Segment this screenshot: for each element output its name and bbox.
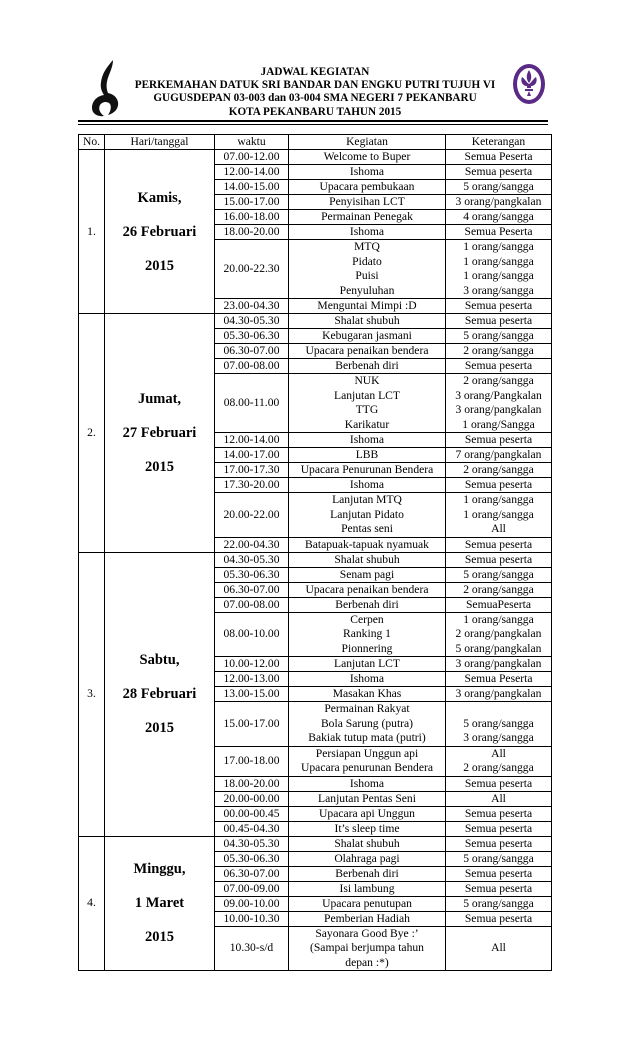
header-city-year: KOTA PEKANBARU TAHUN 2015 xyxy=(228,105,402,118)
time-cell: 07.00-09.00 xyxy=(215,881,289,896)
activity-cell xyxy=(289,344,446,359)
activity-cell xyxy=(289,806,446,821)
activity-line: depan :*) xyxy=(345,955,389,969)
activity-line: Berbenah diri xyxy=(335,597,399,611)
notes-line: 7 orang/pangkalan xyxy=(455,448,542,461)
time-cell: 20.00-22.30 xyxy=(215,240,289,299)
activity-line: MTQ xyxy=(354,240,380,253)
notes-cell xyxy=(446,702,552,747)
notes-cell xyxy=(446,567,552,582)
time-cell: 06.30-07.00 xyxy=(215,582,289,597)
day-day: Minggu, xyxy=(133,861,186,878)
activity-line: Sayonara Good Bye :’ xyxy=(315,926,419,940)
header-rule-thick xyxy=(78,120,548,122)
time-cell: 08.00-11.00 xyxy=(215,374,289,433)
notes-line: 1 orang/sangga xyxy=(463,240,534,253)
activity-line: Upacara penurunan Bendera xyxy=(301,761,433,774)
time-cell: 20.00-22.00 xyxy=(215,493,289,538)
notes-cell xyxy=(446,597,552,612)
notes-cell xyxy=(446,791,552,806)
notes-cell xyxy=(446,537,552,552)
activity-line: Shalat shubuh xyxy=(334,314,400,327)
activity-cell xyxy=(289,597,446,612)
notes-cell xyxy=(446,433,552,448)
activity-line: Upacara penaikan bendera xyxy=(305,344,429,357)
col-header-activity: Kegiatan xyxy=(289,135,446,150)
notes-line: Semua peserta xyxy=(464,866,533,880)
day-day: Kamis, xyxy=(137,189,182,206)
notes-line: 1 orang/sangga xyxy=(463,254,534,268)
notes-line: 5 orang/pangkalan xyxy=(455,641,542,655)
notes-cell xyxy=(446,195,552,210)
activity-line: Lanjutan Pentas Seni xyxy=(318,791,416,805)
time-cell: 20.00-00.00 xyxy=(215,791,289,806)
activity-line: Ishoma xyxy=(349,776,385,790)
activity-cell xyxy=(289,567,446,582)
time-cell: 05.30-06.30 xyxy=(215,329,289,344)
activity-cell xyxy=(289,329,446,344)
header-title: JADWAL KEGIATAN xyxy=(260,66,370,78)
activity-cell xyxy=(289,612,446,657)
notes-cell xyxy=(446,746,552,776)
notes-cell xyxy=(446,240,552,299)
day-date-cell xyxy=(105,150,215,314)
activity-cell xyxy=(289,911,446,926)
notes-cell xyxy=(446,225,552,240)
activity-line: Masakan Khas xyxy=(332,687,402,700)
activity-line: Penyisihan LCT xyxy=(329,195,405,208)
notes-cell xyxy=(446,687,552,702)
activity-line: Ishoma xyxy=(349,165,385,178)
notes-line: 2 orang/sangga xyxy=(463,582,534,596)
time-cell: 16.00-18.00 xyxy=(215,210,289,225)
day-date-cell xyxy=(105,552,215,836)
activity-line: Pentas seni xyxy=(341,522,393,535)
notes-cell xyxy=(446,210,552,225)
activity-cell xyxy=(289,374,446,433)
activity-line: TTG xyxy=(355,403,379,416)
notes-line: Semua peserta xyxy=(464,836,533,850)
notes-line: 4 orang/sangga xyxy=(463,210,534,223)
notes-cell xyxy=(446,180,552,195)
notes-line xyxy=(448,702,549,717)
activity-line: Ishoma xyxy=(349,672,385,685)
notes-cell xyxy=(446,165,552,180)
table-row xyxy=(79,314,552,329)
activity-line: Upacara penutupan xyxy=(322,896,412,910)
schedule-table xyxy=(78,134,552,971)
notes-line: 2 orang/sangga xyxy=(463,463,534,476)
activity-line: Batapuak-tapuak nyamuak xyxy=(305,537,429,551)
notes-line: 5 orang/sangga xyxy=(463,180,534,193)
notes-line: 3 orang/sangga xyxy=(463,283,534,297)
notes-line: 1 orang/sangga xyxy=(463,612,534,626)
tunas-kelapa-logo-icon xyxy=(88,58,124,118)
time-cell: 17.00-17.30 xyxy=(215,463,289,478)
activity-cell xyxy=(289,657,446,672)
notes-line: Semua Peserta xyxy=(464,150,533,163)
activity-line: Puisi xyxy=(355,269,379,282)
day-date-cell xyxy=(105,836,215,971)
time-cell: 09.00-10.00 xyxy=(215,896,289,911)
notes-cell xyxy=(446,552,552,567)
notes-line: 3 orang/sangga xyxy=(463,731,534,744)
notes-cell xyxy=(446,329,552,344)
notes-line: Semua peserta xyxy=(464,776,533,790)
time-cell: 12.00-14.00 xyxy=(215,433,289,448)
scout-emblem-icon xyxy=(511,60,547,108)
activity-cell xyxy=(289,836,446,851)
activity-line: LBB xyxy=(355,448,379,461)
notes-line: All xyxy=(491,941,506,955)
day-year: 2015 xyxy=(145,720,174,736)
notes-cell xyxy=(446,911,552,926)
notes-cell xyxy=(446,851,552,866)
notes-line: Semua peserta xyxy=(464,165,533,178)
day-number: 3. xyxy=(79,552,105,836)
time-cell: 00.45-04.30 xyxy=(215,821,289,836)
col-header-notes: Keterangan xyxy=(446,135,552,150)
time-cell: 00.00-00.45 xyxy=(215,806,289,821)
notes-line: 5 orang/sangga xyxy=(463,567,534,581)
notes-cell xyxy=(446,672,552,687)
time-cell: 15.00-17.00 xyxy=(215,702,289,747)
notes-cell xyxy=(446,836,552,851)
activity-line: Ishoma xyxy=(349,225,385,238)
activity-line: Olahraga pagi xyxy=(334,851,400,865)
activity-line: Welcome to Buper xyxy=(323,150,411,163)
time-cell: 10.30-s/d xyxy=(215,926,289,971)
activity-line: Shalat shubuh xyxy=(334,836,400,850)
day-year: 2015 xyxy=(145,929,174,946)
table-row xyxy=(79,836,552,851)
activity-line: Lanjutan Pidato xyxy=(330,507,404,521)
activity-line: Upacara api Unggun xyxy=(319,806,415,820)
notes-cell xyxy=(446,374,552,433)
notes-line: Semua peserta xyxy=(464,478,533,491)
activity-line: Cerpen xyxy=(350,612,384,626)
col-header-time: waktu xyxy=(215,135,289,150)
notes-line: Semua peserta xyxy=(464,299,533,312)
activity-line: Lanjutan LCT xyxy=(333,657,400,670)
activity-line: Upacara penaikan bendera xyxy=(305,582,429,596)
notes-line: 3 orang/pangkalan xyxy=(455,195,542,208)
time-cell: 04.30-05.30 xyxy=(215,314,289,329)
notes-line: 3 orang/pangkalan xyxy=(455,687,542,700)
notes-cell xyxy=(446,926,552,971)
activity-line: Upacara pembukaan xyxy=(319,180,415,193)
activity-line: Permainan Penegak xyxy=(321,210,413,223)
notes-line: 3 orang/pangkalan xyxy=(455,403,542,416)
notes-line: 1 orang/sangga xyxy=(463,269,534,282)
notes-cell xyxy=(446,344,552,359)
activity-line: It’s sleep time xyxy=(334,821,400,835)
notes-line: 2 orang/sangga xyxy=(463,761,534,774)
time-cell: 12.00-14.00 xyxy=(215,165,289,180)
notes-line: Semua peserta xyxy=(464,537,533,551)
notes-cell xyxy=(446,150,552,165)
day-date: 1 Maret xyxy=(134,895,185,912)
day-number: 4. xyxy=(79,836,105,971)
activity-line: Shalat shubuh xyxy=(334,552,400,566)
notes-cell xyxy=(446,493,552,538)
document-header xyxy=(130,66,500,119)
day-date: 28 Februari xyxy=(122,686,197,702)
notes-cell xyxy=(446,463,552,478)
activity-line: Ishoma xyxy=(349,478,385,491)
activity-line: Penyuluhan xyxy=(339,283,395,297)
notes-line: 1 orang/Sangga xyxy=(462,417,535,431)
notes-cell xyxy=(446,881,552,896)
activity-cell xyxy=(289,314,446,329)
activity-line: Berbenah diri xyxy=(335,866,399,880)
activity-line: (Sampai berjumpa tahun xyxy=(310,941,424,954)
activity-line: Menguntai Mimpi :D xyxy=(317,299,417,312)
activity-cell xyxy=(289,672,446,687)
time-cell: 06.30-07.00 xyxy=(215,344,289,359)
day-number: 2. xyxy=(79,314,105,553)
activity-cell xyxy=(289,582,446,597)
notes-line: All xyxy=(491,522,506,535)
time-cell: 07.00-12.00 xyxy=(215,150,289,165)
notes-line: Semua peserta xyxy=(464,359,533,372)
time-cell: 08.00-10.00 xyxy=(215,612,289,657)
activity-line: Bola Sarung (putra) xyxy=(320,716,414,730)
col-header-no: No. xyxy=(79,135,105,150)
notes-line: 2 orang/sangga xyxy=(463,374,534,387)
day-year: 2015 xyxy=(145,257,174,274)
notes-cell xyxy=(446,866,552,881)
day-date: 27 Februari xyxy=(122,424,197,441)
activity-line: Permainan Rakyat xyxy=(324,702,410,715)
notes-line: Semua peserta xyxy=(464,821,533,835)
notes-line: 5 orang/sangga xyxy=(463,851,534,865)
notes-line: 1 orang/sangga xyxy=(463,507,534,521)
notes-cell xyxy=(446,806,552,821)
time-cell: 14.00-17.00 xyxy=(215,448,289,463)
notes-cell xyxy=(446,359,552,374)
activity-cell xyxy=(289,702,446,747)
notes-cell xyxy=(446,612,552,657)
notes-line: All xyxy=(491,791,506,805)
activity-line: Bakiak tutup mata (putri) xyxy=(308,731,426,744)
activity-line: Lanjutan LCT xyxy=(333,388,400,402)
activity-cell xyxy=(289,746,446,776)
activity-line: Ishoma xyxy=(349,433,385,446)
time-cell: 04.30-05.30 xyxy=(215,552,289,567)
time-cell: 14.00-15.00 xyxy=(215,180,289,195)
notes-line: Semua peserta xyxy=(464,911,533,925)
time-cell: 05.30-06.30 xyxy=(215,851,289,866)
activity-cell xyxy=(289,240,446,299)
activity-cell xyxy=(289,463,446,478)
notes-cell xyxy=(446,314,552,329)
notes-line: All xyxy=(491,746,506,760)
activity-cell xyxy=(289,896,446,911)
activity-cell xyxy=(289,493,446,538)
time-cell: 10.00-12.00 xyxy=(215,657,289,672)
activity-cell xyxy=(289,866,446,881)
notes-line: 3 orang/Pangkalan xyxy=(455,388,542,402)
notes-line: Semua peserta xyxy=(464,806,533,820)
activity-cell xyxy=(289,195,446,210)
time-cell: 17.00-18.00 xyxy=(215,746,289,776)
time-cell: 06.30-07.00 xyxy=(215,866,289,881)
activity-line: Isi lambung xyxy=(339,881,395,895)
time-cell: 07.00-08.00 xyxy=(215,359,289,374)
col-header-day: Hari/tanggal xyxy=(105,135,215,150)
activity-line: Karikatur xyxy=(344,417,390,431)
activity-cell xyxy=(289,776,446,791)
notes-line: 2 orang/sangga xyxy=(463,344,534,357)
activity-cell xyxy=(289,478,446,493)
time-cell: 05.30-06.30 xyxy=(215,567,289,582)
activity-cell xyxy=(289,299,446,314)
notes-line: Semua peserta xyxy=(464,552,533,566)
day-number: 1. xyxy=(79,150,105,314)
notes-line: Semua Peserta xyxy=(464,672,533,685)
activity-line: Berbenah diri xyxy=(335,359,399,372)
time-cell: 23.00-04.30 xyxy=(215,299,289,314)
day-day: Jumat, xyxy=(137,390,182,407)
notes-line: 1 orang/sangga xyxy=(463,493,534,506)
activity-line: Kebugaran jasmani xyxy=(322,329,412,342)
time-cell: 10.00-10.30 xyxy=(215,911,289,926)
activity-line: Pionnering xyxy=(341,641,393,655)
activity-cell xyxy=(289,791,446,806)
header-rule-thin xyxy=(78,124,548,125)
table-row xyxy=(79,552,552,567)
activity-line: Upacara Penurunan Bendera xyxy=(300,463,434,476)
notes-line: Semua peserta xyxy=(464,314,533,327)
table-row xyxy=(79,150,552,165)
activity-cell xyxy=(289,165,446,180)
activity-cell xyxy=(289,448,446,463)
day-day: Sabtu, xyxy=(139,652,180,668)
activity-cell xyxy=(289,821,446,836)
activity-cell xyxy=(289,881,446,896)
notes-line: 5 orang/sangga xyxy=(463,329,534,342)
activity-line: Persiapan Unggun api xyxy=(315,746,419,760)
notes-line: Semua peserta xyxy=(464,881,533,895)
activity-line: Ranking 1 xyxy=(343,627,391,640)
activity-cell xyxy=(289,433,446,448)
time-cell: 22.00-04.30 xyxy=(215,537,289,552)
notes-cell xyxy=(446,478,552,493)
notes-cell xyxy=(446,776,552,791)
activity-line: Senam pagi xyxy=(339,567,395,581)
activity-cell xyxy=(289,552,446,567)
activity-cell xyxy=(289,225,446,240)
notes-cell xyxy=(446,448,552,463)
activity-cell xyxy=(289,359,446,374)
time-cell: 12.00-13.00 xyxy=(215,672,289,687)
notes-line: 5 orang/sangga xyxy=(463,896,534,910)
notes-line: 2 orang/pangkalan xyxy=(455,627,542,640)
activity-cell xyxy=(289,851,446,866)
notes-cell xyxy=(446,896,552,911)
time-cell: 18.00-20.00 xyxy=(215,776,289,791)
activity-cell xyxy=(289,180,446,195)
table-header-row xyxy=(79,135,552,150)
day-year: 2015 xyxy=(145,458,174,475)
time-cell: 18.00-20.00 xyxy=(215,225,289,240)
activity-cell xyxy=(289,150,446,165)
notes-line: SemuaPeserta xyxy=(465,597,532,611)
activity-cell xyxy=(289,926,446,971)
time-cell: 04.30-05.30 xyxy=(215,836,289,851)
notes-line: Semua Peserta xyxy=(464,225,533,238)
header-event: PERKEMAHAN DATUK SRI BANDAR DAN ENGKU PUTRI TUJUH VI xyxy=(134,79,496,92)
activity-cell xyxy=(289,687,446,702)
activity-line: Pemberian Hadiah xyxy=(324,911,410,925)
notes-line: 3 orang/pangkalan xyxy=(455,657,542,670)
time-cell: 13.00-15.00 xyxy=(215,687,289,702)
activity-line: Pidato xyxy=(352,254,382,268)
notes-line: 5 orang/sangga xyxy=(463,716,534,730)
notes-cell xyxy=(446,821,552,836)
activity-cell xyxy=(289,537,446,552)
day-date-cell xyxy=(105,314,215,553)
time-cell: 17.30-20.00 xyxy=(215,478,289,493)
notes-cell xyxy=(446,582,552,597)
time-cell: 07.00-08.00 xyxy=(215,597,289,612)
activity-line: Lanjutan MTQ xyxy=(332,493,402,506)
activity-cell xyxy=(289,210,446,225)
notes-line: Semua peserta xyxy=(464,433,533,446)
day-date: 26 Februari xyxy=(122,223,197,240)
header-organizer: GUGUSDEPAN 03-003 dan 03-004 SMA NEGERI 7 PEKANBARU xyxy=(153,92,477,105)
time-cell: 15.00-17.00 xyxy=(215,195,289,210)
notes-cell xyxy=(446,657,552,672)
activity-line: NUK xyxy=(354,374,380,387)
notes-cell xyxy=(446,299,552,314)
